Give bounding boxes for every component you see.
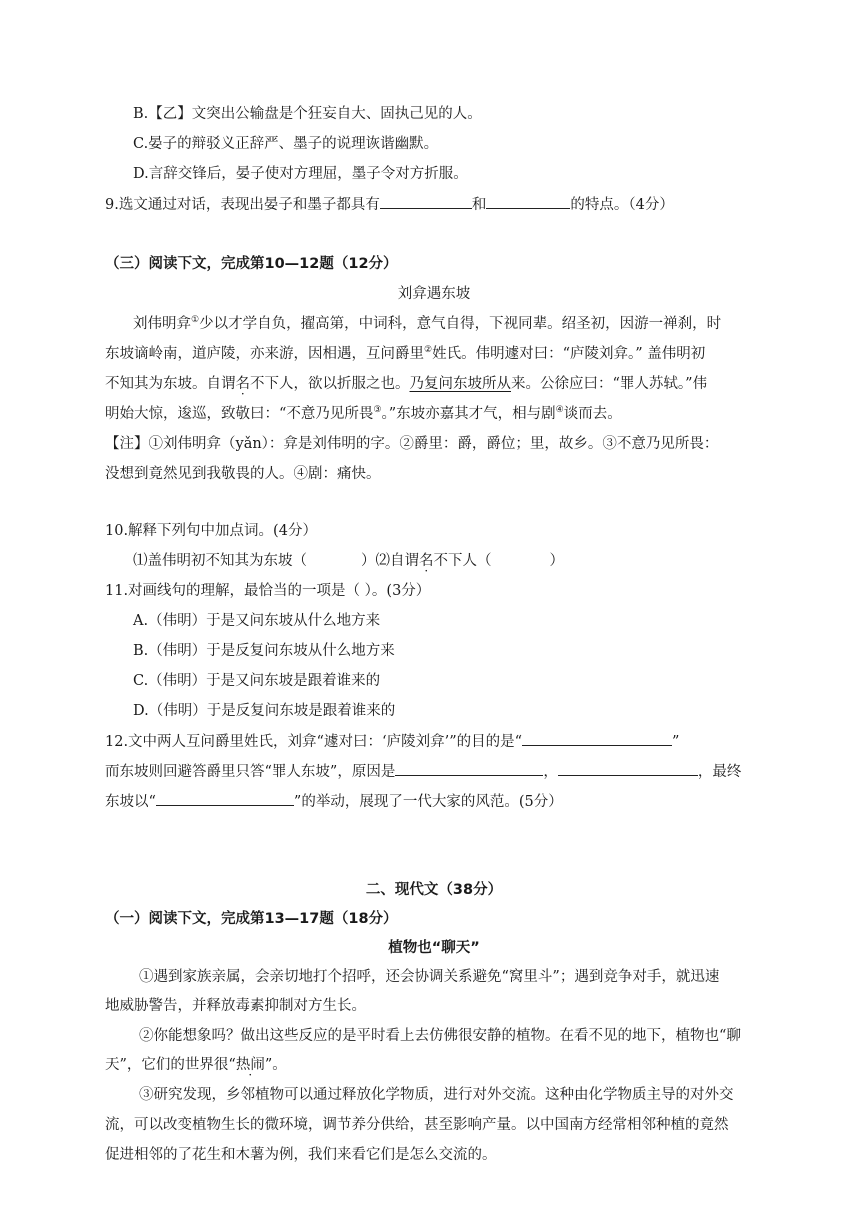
option-a: A.（伟明）于是又问东坡从什么地方来 (133, 613, 381, 629)
question-10: 10.解释下列句中加点词。(4分） (105, 523, 317, 539)
passage-title: 刘弇遇东坡 (397, 286, 471, 302)
option-b: B.【乙】文突出公输盘是个狂妄自大、固执己见的人。 (133, 106, 482, 122)
article-line: ①遇到家族亲属，会亲切地打个招呼，还会协调关系避免“窝里斗”；遇到竞争对手，就迅速 (139, 969, 720, 985)
option-c: C.（伟明）于是又问东坡是跟着谁来的 (133, 673, 381, 689)
passage-line: 不知其为东坡。自谓名不下人，欲以折服之也。乃复问东坡所从来。公徐应曰：“罪人苏轼。”伟 (105, 376, 708, 392)
q9-text-2: 和 (471, 197, 487, 213)
option-d: D.言辞交锋后，晏子使对方理屈，墨子令对方折服。 (133, 166, 468, 182)
answer-blank[interactable] (156, 791, 294, 806)
section-3-heading: （三）阅读下文，完成第10—12题（12分） (105, 256, 398, 272)
question-12-line: 东坡以“ ”的举动，展现了一代大家的风范。(5分） (105, 791, 563, 812)
passage-line: 东坡谪岭南，道庐陵，亦来游，因相遇，互问爵里②姓氏。伟明遽对曰：“庐陵刘弇。” 盖伟明初 (105, 345, 706, 362)
answer-blank[interactable] (380, 194, 472, 209)
part-2-heading: 二、现代文（38分） (365, 882, 503, 898)
answer-blank[interactable] (486, 194, 570, 209)
article-line: 天”，它们的世界很“热闹”。 (105, 1057, 287, 1073)
question-12: 12.文中两人互问爵里姓氏，刘弇“遽对曰：‘庐陵刘弇’”的目的是“ ” (105, 731, 679, 752)
passage-line: 明始大惊，逡巡，致敬曰：“不意乃见所畏③。”东坡亦嘉其才气，相与剧④谈而去。 (105, 405, 622, 422)
note-line: 没想到竟然见到我敬畏的人。④剧：痛快。 (105, 466, 381, 482)
option-d: D.（伟明）于是反复问东坡是跟着谁来的 (133, 703, 396, 719)
q9-text-1: 9.选文通过对话，表现出晏子和墨子都具有 (105, 197, 380, 213)
article-title: 植物也“聊天” (388, 940, 480, 956)
dotted-word: 名 (235, 376, 250, 392)
answer-blank[interactable] (395, 761, 543, 776)
dotted-word: 热闹 (235, 1057, 265, 1073)
option-b: B.（伟明）于是反复问东坡从什么地方来 (133, 643, 395, 659)
question-11: 11.对画线句的理解，最恰当的一项是（ ）。(3分） (105, 583, 431, 599)
option-c: C.晏子的辩驳义正辞严、墨子的说理诙谐幽默。 (133, 136, 439, 152)
q9-text-3: 的特点。（4分） (570, 197, 674, 213)
question-9 (105, 194, 674, 215)
article-line: 流，可以改变植物生长的微环境，调节养分供给，甚至影响产量。以中国南方经常相邻种植的竟然 (105, 1117, 729, 1133)
part-2-subheading: （一）阅读下文，完成第13—17题（18分） (105, 911, 398, 927)
article-line: ②你能想象吗？做出这些反应的是平时看上去仿佛很安静的植物。在看不见的地下，植物也“聊 (139, 1028, 741, 1044)
answer-blank[interactable] (558, 761, 698, 776)
question-10-items: ⑴盖伟明初不知其为东坡（ ）⑵自谓名不下人（ ） (133, 553, 564, 569)
answer-blank[interactable] (522, 731, 672, 746)
article-line: 地威胁警告，并释放毒素抑制对方生长。 (105, 998, 366, 1014)
question-12-line: 而东坡则回避答爵里只答“罪人东坡”，原因是 ， ，最终 (105, 761, 741, 782)
passage-line: 刘伟明弇①少以才学自负，擢高第，中词科，意气自得，下视同辈。绍圣初，因游一禅刹，时 (133, 315, 722, 332)
note-line: 【注】①刘伟明弇（yǎn）：弇是刘伟明的字。②爵里：爵，爵位；里，故乡。③不意乃见所畏： (105, 436, 719, 452)
article-line: ③研究发现，乡邻植物可以通过释放化学物质，进行对外交流。这种由化学物质主导的对外交 (139, 1087, 734, 1103)
underlined-sentence: 乃复问东坡所从 (409, 376, 511, 392)
dotted-word: 名 (419, 553, 434, 569)
article-line: 促进相邻的了花生和木薯为例，我们来看它们是怎么交流的。 (105, 1147, 497, 1163)
